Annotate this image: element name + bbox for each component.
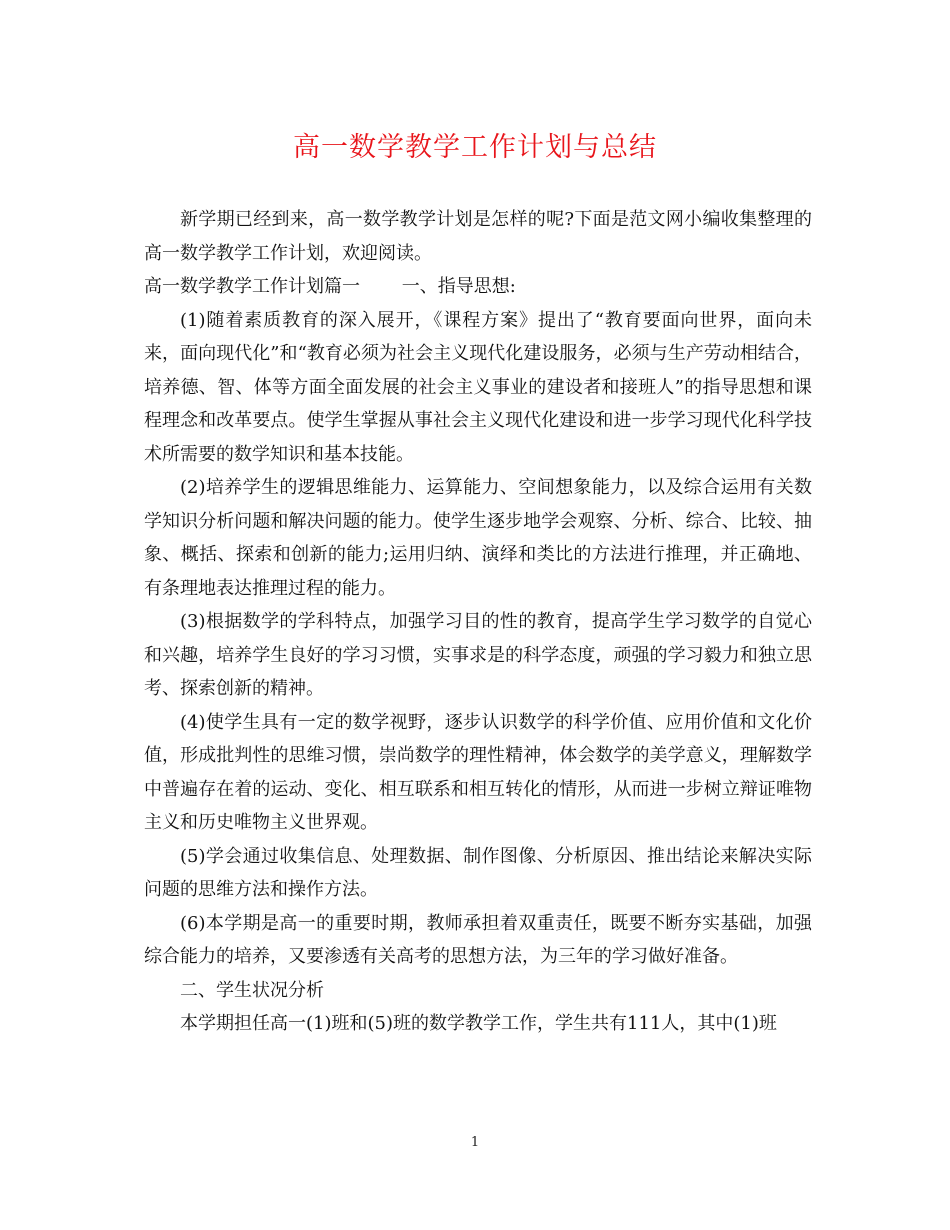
page-number: 1 — [470, 1135, 480, 1150]
document-title: 高一数学教学工作计划与总结 — [293, 132, 657, 163]
guideline-paragraph-1: (1)随着素质教育的深入展开，《课程方案》提出了“教育要面向世界，面向未来，面向现代化”和“教育必须为社会主义现代化建设服务，必须与生产劳动相结合，培养德、智、体等方面全面发展的社会主义事业的建设者和接班人”的指导思想和课程理念和改革要点。使学生掌握从事社会主义现代化建设和进一步学习现代化科学技术所需要的数学知识和基本技能。 — [144, 309, 812, 465]
document-body — [144, 203, 812, 1041]
guideline-paragraph-4: (4)使学生具有一定的数学视野，逐步认识数学的科学价值、应用价值和文化价值，形成批判性的思维习惯，崇尚数学的理性精神，体会数学的美学意义，理解数学中普遍存在着的运动、变化、相互联系和相互转化的情形，从而进一步树立辩证唯物主义和历史唯物主义世界观。 — [144, 711, 812, 833]
guideline-paragraph-2: (2)培养学生的逻辑思维能力、运算能力、空间想象能力，以及综合运用有关数学知识分析问题和解决问题的能力。使学生逐步地学会观察、分析、综合、比较、抽象、概括、探索和创新的能力;运用归纳、演绎和类比的方法进行推理，并正确地、有条理地表达推理过程的能力。 — [144, 477, 812, 599]
section-two-heading: 二、学生状况分析 — [180, 979, 324, 1001]
guideline-paragraph-3: (3)根据数学的学科特点，加强学习目的性的教育，提高学生学习数学的自觉心和兴趣，培养学生良好的学习习惯，实事求是的科学态度，顽强的学习毅力和独立思考、探索创新的精神。 — [144, 611, 812, 699]
section-two-paragraph: 本学期担任高一(1)班和(5)班的数学教学工作，学生共有111人，其中(1)班 — [180, 1013, 777, 1034]
section-one-heading: 高一数学教学工作计划篇一 一、指导思想: — [144, 276, 516, 297]
guideline-paragraph-5: (5)学会通过收集信息、处理数据、制作图像、分析原因、推出结论来解决实际问题的思维方法和操作方法。 — [144, 845, 812, 900]
guideline-paragraph-6: (6)本学期是高一的重要时期，教师承担着双重责任，既要不断夯实基础，加强综合能力的培养，又要渗透有关高考的思想方法，为三年的学习做好准备。 — [144, 912, 812, 967]
intro-paragraph: 新学期已经到来，高一数学教学计划是怎样的呢?下面是范文网小编收集整理的高一数学教学工作计划，欢迎阅读。 — [144, 209, 812, 264]
